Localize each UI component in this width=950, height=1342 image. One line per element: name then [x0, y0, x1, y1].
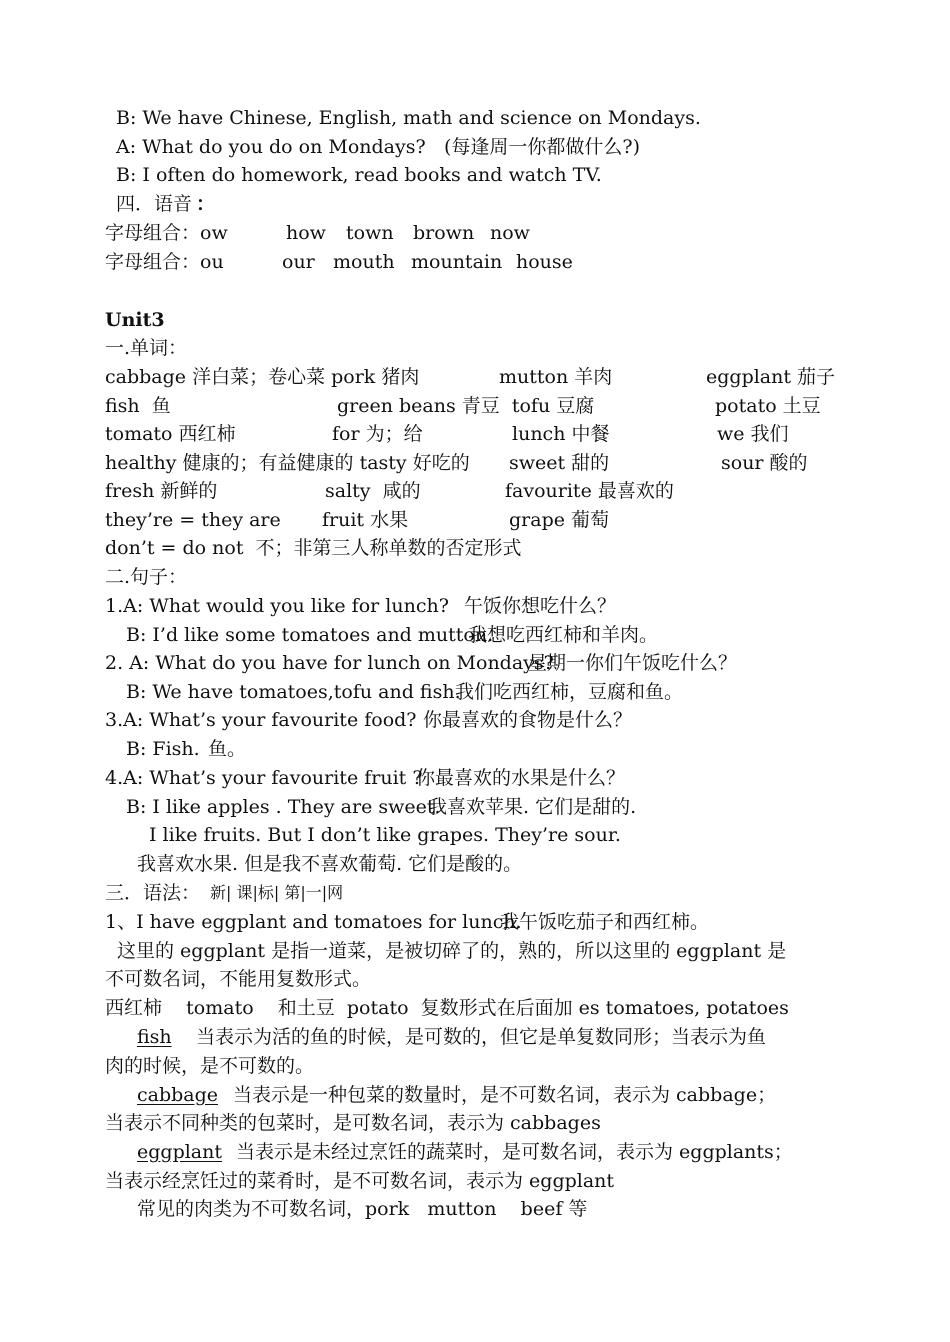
sentence-line: 我喜欢水果. 但是我不喜欢葡萄. 它们是酸的。 — [137, 853, 523, 875]
grammar-line: 肉的时候，是不可数的。 — [105, 1055, 315, 1077]
grammar-line: cabbage 当表示是一种包菜的数量时，是不可数名词，表示为 cabbage； — [137, 1084, 777, 1106]
sentence-line: 3.A: What’s your favourite food? 你最喜欢的食物是什么？ — [105, 709, 633, 731]
vocab-row: healthy 健康的；有益健康的 tasty 好吃的 sweet 甜的 sour 酸的 — [105, 452, 808, 474]
underlined-term: cabbage — [137, 1084, 219, 1106]
sentence-line: 1.A: What would you like for lunch? 午饭你想吃什么？ — [105, 595, 617, 617]
vocab-row: tomato 西红柿 for 为；给 lunch 中餐 we 我们 — [105, 423, 789, 445]
underlined-term: fish — [137, 1026, 172, 1048]
grammar-line: 1、I have eggplant and tomatoes for lunch. 我午饭吃茄子和西红柿。 — [105, 911, 710, 933]
vocab-heading: 一.单词： — [105, 337, 188, 359]
grammar-line: 这里的 eggplant 是指一道菜，是被切碎了的，熟的，所以这里的 eggplant 是 — [117, 940, 787, 962]
sentence-line: B: Fish. 鱼。 — [126, 738, 247, 760]
phonics-heading: 四．语音 ： — [116, 193, 216, 215]
grammar-line: 当表示不同种类的包菜时，是可数名词，表示为 cabbages — [105, 1112, 601, 1134]
dialogue-line: B: I often do homework, read books and watch TV. — [116, 164, 602, 186]
sentences-heading: 二.句子： — [105, 566, 188, 588]
grammar-line: 不可数名词，不能用复数形式。 — [105, 968, 372, 990]
sentence-line: 4.A: What’s your favourite fruit ? 你最喜欢的水果是什么？ — [105, 767, 626, 789]
unit-title: Unit3 — [105, 309, 165, 331]
grammar-watermark: 新| 课|标| 第|一|网 — [210, 883, 344, 902]
vocab-row: fish 鱼 green beans 青豆 tofu 豆腐 potato 土豆 — [105, 395, 821, 417]
vocab-row: cabbage 洋白菜；卷心菜 pork 猪肉 mutton 羊肉 eggplant 茄子 — [105, 366, 836, 388]
sentence-line: I like fruits. But I don’t like grapes. They’re sour. — [149, 824, 621, 846]
grammar-heading: 三．语法： 新| 课|标| 第|一|网 — [105, 882, 344, 904]
dialogue-line: A: What do you do on Mondays? (每逢周一你都做什么?) — [116, 136, 641, 158]
phonics-row: 字母组合：ou our mouth mountain house — [105, 251, 573, 273]
dialogue-line: B: We have Chinese, English, math and science on Mondays. — [116, 107, 701, 129]
grammar-line: 当表示经烹饪过的菜肴时，是不可数名词，表示为 eggplant — [105, 1170, 615, 1192]
grammar-line: eggplant 当表示是未经过烹饪的蔬菜时，是可数名词，表示为 eggplants； — [137, 1141, 793, 1163]
grammar-line: 常见的肉类为不可数名词，pork mutton beef 等 — [137, 1198, 588, 1220]
vocab-row: they’re = they are fruit 水果 grape 葡萄 — [105, 509, 610, 531]
phonics-row: 字母组合：ow how town brown now — [105, 222, 530, 244]
sentence-line: B: I like apples . They are sweet. 我喜欢苹果. 它们是甜的. — [126, 796, 637, 818]
vocab-row: don’t = do not 不；非第三人称单数的否定形式 — [105, 537, 522, 559]
vocab-row: fresh 新鲜的 salty 咸的 favourite 最喜欢的 — [105, 480, 674, 502]
underlined-term: eggplant — [137, 1141, 223, 1163]
sentence-line: B: I’d like some tomatoes and mutton. 我想吃西红柿和羊肉。 — [126, 624, 659, 646]
grammar-line: fish 当表示为活的鱼的时候，是可数的，但它是单复数同形；当表示为鱼 — [137, 1026, 767, 1048]
sentence-line: 2. A: What do you have for lunch on Mondays? 星期一你们午饭吃什么？ — [105, 652, 738, 674]
grammar-line: 西红柿 tomato 和土豆 potato 复数形式在后面加 es tomatoes, potatoes — [105, 997, 789, 1019]
sentence-line: B: We have tomatoes,tofu and fish. 我们吃西红柿，豆腐和鱼。 — [126, 681, 684, 703]
